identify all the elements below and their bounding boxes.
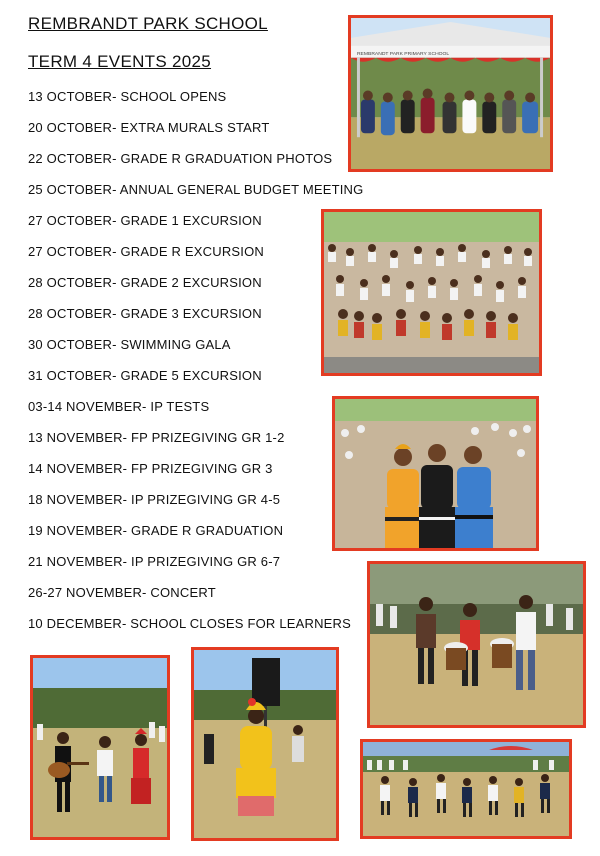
list-item: 14 NOVEMBER- FP PRIZEGIVING GR 3 xyxy=(28,461,273,476)
list-item: 31 OCTOBER- GRADE 5 EXCURSION xyxy=(28,368,262,383)
page-title: TERM 4 EVENTS 2025 xyxy=(28,52,212,71)
list-item: 18 NOVEMBER- IP PRIZEGIVING GR 4-5 xyxy=(28,492,281,507)
events-list xyxy=(28,88,363,646)
list-item: 22 OCTOBER- GRADE R GRADUATION PHOTOS xyxy=(28,151,333,166)
list-item: 21 NOVEMBER- IP PRIZEGIVING GR 6-7 xyxy=(28,554,281,569)
crowd-stands-photo xyxy=(321,209,542,376)
yellow-dress-photo xyxy=(191,647,339,841)
list-item: 25 OCTOBER- ANNUAL GENERAL BUDGET MEETING xyxy=(28,182,364,197)
school-name: REMBRANDT PARK SCHOOL xyxy=(28,14,268,33)
gazebo-banner-text: REMBRANDT PARK PRIMARY SCHOOL xyxy=(356,51,450,57)
list-item: 26-27 NOVEMBER- CONCERT xyxy=(28,585,216,600)
guitar-performance-photo xyxy=(30,655,170,840)
gazebo-photo xyxy=(348,15,553,172)
list-item: 10 DECEMBER- SCHOOL CLOSES FOR LEARNERS xyxy=(28,616,352,631)
traditional-dress-photo xyxy=(332,396,539,551)
children-dancing-photo xyxy=(360,739,572,839)
list-item: 30 OCTOBER- SWIMMING GALA xyxy=(28,337,231,352)
list-item: 28 OCTOBER- GRADE 3 EXCURSION xyxy=(28,306,262,321)
list-item: 27 OCTOBER- GRADE R EXCURSION xyxy=(28,244,264,259)
list-item: 13 NOVEMBER- FP PRIZEGIVING GR 1-2 xyxy=(28,430,285,445)
list-item: 20 OCTOBER- EXTRA MURALS START xyxy=(28,120,270,135)
list-item: 03-14 NOVEMBER- IP TESTS xyxy=(28,399,210,414)
list-item: 13 OCTOBER- SCHOOL OPENS xyxy=(28,89,227,104)
list-item: 19 NOVEMBER- GRADE R GRADUATION xyxy=(28,523,284,538)
drummers-photo xyxy=(367,561,586,728)
list-item: 28 OCTOBER- GRADE 2 EXCURSION xyxy=(28,275,262,290)
list-item: 27 OCTOBER- GRADE 1 EXCURSION xyxy=(28,213,262,228)
